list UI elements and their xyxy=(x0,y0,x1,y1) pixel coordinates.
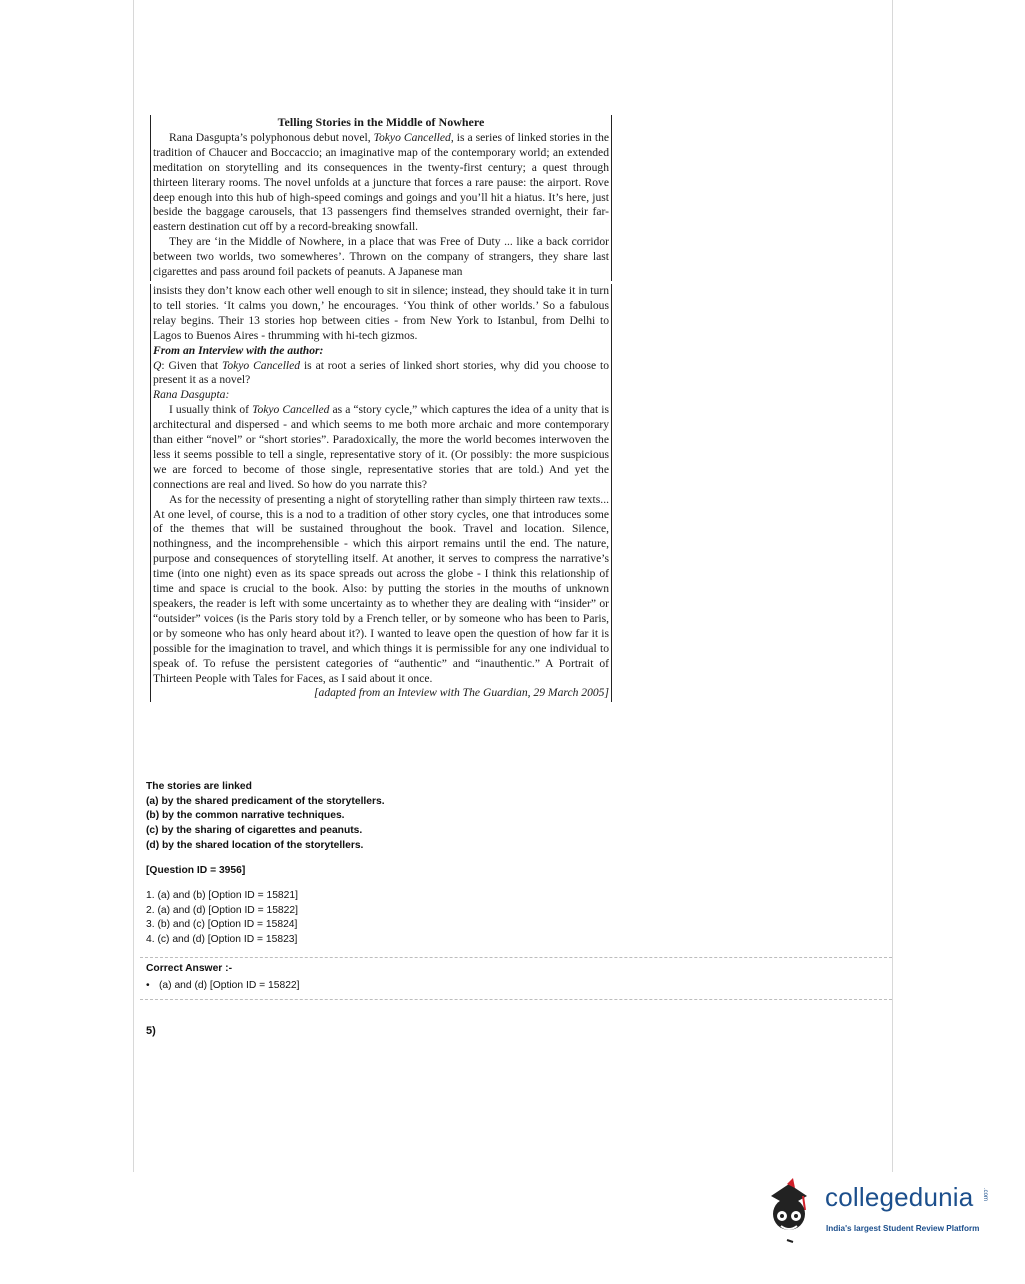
question-id: [Question ID = 3956] xyxy=(146,864,246,876)
question-block xyxy=(146,780,892,948)
passage-paragraph-2: They are ‘in the Middle of Nowhere, in a place that was Free of Duty ... like a back corridor between two worlds, two somewheres’. Thrown on the company of strangers, they share last cigarettes and pass around foil packets of peanuts. A Japanese man xyxy=(153,235,609,279)
correct-answer-label: Correct Answer :- xyxy=(146,963,233,974)
mascot-icon xyxy=(765,1176,825,1246)
statement-b: (b) by the common narrative techniques. xyxy=(146,810,345,822)
answer-paragraph-2: As for the necessity of presenting a night of storytelling rather than simply thirteen raw texts... At one level, of course, this is a nod to a tradition of other story cycles, one that introduces some of the themes that will be sustained throughout the book. Travel and location. Silence, nothingness, and the incomprehensible - which this airport remains until the end. The nature, purpose and consequences of storytelling itself. At another, it serves to compress the narrative’s time (into one night) even as its space spreads out across the globe - I think this relationship of time and space is crucial to the book. Also: by putting the stories in the mouths of unknown speakers, the reader is left with some uncertainty as to whether they are dealing with “insider” or “outsider” voices (is the Paris story told by a French teller, or by someone who has been to Paris, or by someone who has only heard about it?). I wanted to leave open the question of how far it is possible for the imagination to travel, and which things it is permissible for any one individual to speak of. To refuse the persistent categories of “authentic” and “inauthentic.” A Portrait of Thirteen People with Tales for Faces, as I said about it once. xyxy=(153,492,609,685)
passage-title: Telling Stories in the Middle of Nowhere xyxy=(277,115,485,129)
interview-heading: From an Interview with the author: xyxy=(153,343,324,357)
divider xyxy=(140,999,892,1000)
correct-answer: • (a) and (d) [Option ID = 15822] xyxy=(146,980,300,991)
statement-d: (d) by the shared location of the storytellers. xyxy=(146,839,364,851)
option-4: 4. (c) and (d) [Option ID = 15823] xyxy=(146,934,298,945)
collegedunia-logo xyxy=(765,1176,995,1246)
answer-paragraph-1: I usually think of Tokyo Cancelled as a “story cycle,” which captures the idea of a unity that is architectural and dispersed - and which seems to me both more archaic and more contemporary than either “novel” or “short stories”. Paradoxically, the more the world becomes interwoven the less it seems possible to tell a single, representative story of it. (Or possibly: the more suspicious we are forced to become of those single, representative stories that are told.) And yet the connections are real and lived. So how do you narrate this? xyxy=(153,403,610,491)
statement-a: (a) by the shared predicament of the storytellers. xyxy=(146,795,385,807)
logo-tagline: India's largest Student Review Platform xyxy=(826,1224,980,1233)
passage-paragraph-1: Rana Dasgupta’s polyphonous debut novel, Tokyo Cancelled, is a series of linked stories in the tradition of Chaucer and Boccaccio; an imaginative map of the contemporary world; an extended meditation on storytelling and its consequences in the twenty-first century; a quest through thirteen literary rooms. The novel unfolds at a juncture that forces a rare pause: the airport. Rove deep enough into this hub of high-speed comings and goings and you’ll hit a hiatus. It’s here, just beside the baggage carousels, that 13 passengers find themselves stranded overnight, their far-eastern destination cut off by a record-breaking snowfall. xyxy=(153,130,610,234)
page-border-right xyxy=(892,0,893,1172)
option-1: 1. (a) and (b) [Option ID = 15821] xyxy=(146,890,298,902)
question-stem: The stories are linked xyxy=(146,781,252,792)
statement-c: (c) by the sharing of cigarettes and peanuts. xyxy=(146,825,363,837)
options-list xyxy=(146,889,892,947)
interview-answerer: Rana Dasgupta: xyxy=(153,388,230,402)
next-question-number: 5) xyxy=(146,1025,156,1037)
reading-passage xyxy=(150,115,612,702)
passage-box-2 xyxy=(150,284,612,702)
passage-source: [adapted from an Inteview with The Guardian, 29 March 2005] xyxy=(314,686,609,700)
logo-domain: .com xyxy=(982,1188,988,1202)
bullet-icon: • xyxy=(146,980,150,991)
option-3: 3. (b) and (c) [Option ID = 15824] xyxy=(146,919,298,931)
passage-paragraph-3: insists they don’t know each other well enough to sit in silence; instead, they should take it in turn to tell stories. ‘It calms you down,’ he encourages. ‘You think of other worlds.’ So a fabulous relay begins. Their 13 stories hop between cities - from New York to Istanbul, from Delhi to Lagos to Buenos Aires - thrumming with hi-tech gizmos. xyxy=(153,283,609,342)
logo-name: collegedunia xyxy=(825,1182,974,1212)
page-border-left xyxy=(133,0,134,1172)
passage-box-1 xyxy=(150,115,612,281)
interview-question: Q: Given that Tokyo Cancelled is at root a series of linked short stories, why did you choose to present it as a novel? xyxy=(153,358,610,387)
divider xyxy=(140,957,892,958)
option-2: 2. (a) and (d) [Option ID = 15822] xyxy=(146,904,298,916)
